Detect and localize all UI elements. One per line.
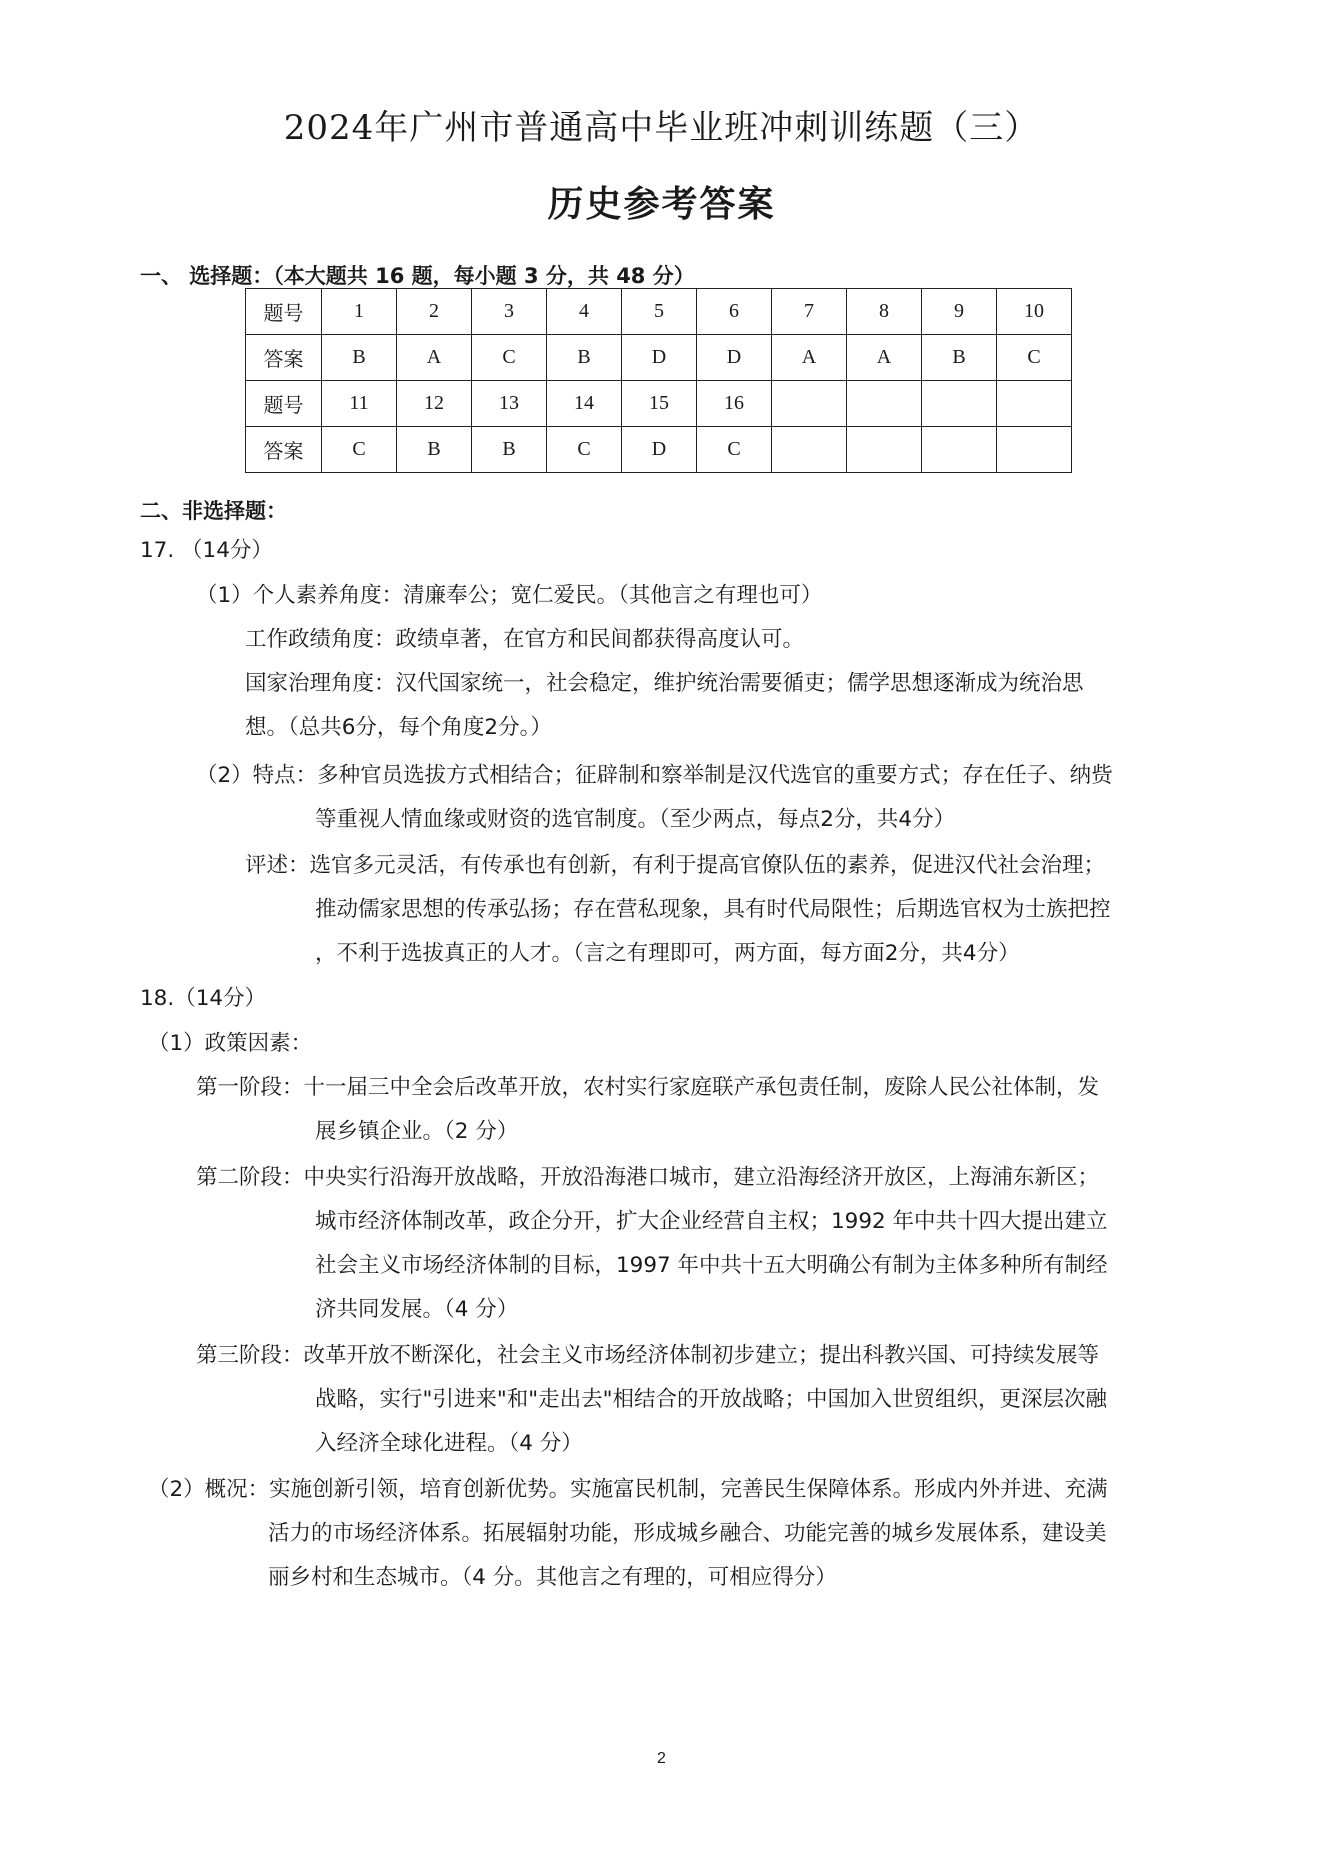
row-header-cell: 题号 <box>246 381 322 427</box>
table-cell: D <box>697 335 772 381</box>
table-cell: 13 <box>472 381 547 427</box>
section-heading-choice: 一、 选择题：（本大题共 16 题，每小题 3 分，共 48 分） <box>140 264 695 288</box>
q18-line: 活力的市场经济体系。拓展辐射功能，形成城乡融合、功能完善的城乡发展体系，建设美 <box>268 1521 1107 1546</box>
section-heading-nonchoice: 二、非选择题： <box>140 499 287 523</box>
table-cell: 15 <box>622 381 697 427</box>
q18-line: 入经济全球化进程。（4 分） <box>315 1431 583 1456</box>
table-cell: 4 <box>547 289 622 335</box>
q18-line: 丽乡村和生态城市。（4 分。其他言之有理的，可相应得分） <box>268 1565 837 1590</box>
document-subtitle: 历史参考答案 <box>547 184 776 225</box>
table-cell: 16 <box>697 381 772 427</box>
q17-line: 评述：选官多元灵活，有传承也有创新，有利于提高官僚队伍的素养，促进汉代社会治理； <box>245 853 1106 878</box>
q18-line: 展乡镇企业。（2 分） <box>315 1119 519 1144</box>
table-cell <box>772 381 847 427</box>
table-cell <box>922 381 997 427</box>
table-cell: B <box>472 427 547 473</box>
table-cell: 9 <box>922 289 997 335</box>
q17-line: 想。（总共6分，每个角度2分。） <box>245 715 552 740</box>
table-row <box>246 289 1072 335</box>
table-cell: C <box>322 427 397 473</box>
q17-line: （1）个人素养角度：清廉奉公；宽仁爱民。（其他言之有理也可） <box>196 583 823 608</box>
table-cell: B <box>322 335 397 381</box>
q18-line: 第三阶段：改革开放不断深化，社会主义市场经济体制初步建立；提出科教兴国、可持续发展等 <box>196 1343 1100 1368</box>
table-cell: C <box>697 427 772 473</box>
table-cell: A <box>847 335 922 381</box>
q17-line: 推动儒家思想的传承弘扬；存在营私现象，具有时代局限性；后期选官权为士族把控 <box>315 897 1111 922</box>
table-cell: A <box>397 335 472 381</box>
answer-table <box>245 288 1072 473</box>
q17-line: 等重视人情血缘或财资的选官制度。（至少两点，每点2分，共4分） <box>315 807 956 832</box>
table-cell: D <box>622 427 697 473</box>
q17-line: 工作政绩角度：政绩卓著，在官方和民间都获得高度认可。 <box>245 627 805 652</box>
table-cell <box>997 381 1072 427</box>
table-cell <box>772 427 847 473</box>
table-cell <box>847 381 922 427</box>
q18-line: 战略，实行"引进来"和"走出去"相结合的开放战略；中国加入世贸组织，更深层次融 <box>315 1387 1108 1412</box>
table-cell: 3 <box>472 289 547 335</box>
q18-line: 第一阶段：十一届三中全会后改革开放，农村实行家庭联产承包责任制，废除人民公社体制，发 <box>196 1075 1100 1100</box>
table-cell: 12 <box>397 381 472 427</box>
table-cell <box>997 427 1072 473</box>
q18-header: 18.（14分） <box>140 986 267 1011</box>
table-cell: C <box>547 427 622 473</box>
table-cell: 8 <box>847 289 922 335</box>
table-cell: 2 <box>397 289 472 335</box>
document-title: 2024年广州市普通高中毕业班冲刺训练题（三） <box>283 108 1040 148</box>
table-cell: C <box>997 335 1072 381</box>
table-cell: 6 <box>697 289 772 335</box>
q18-line: （1）政策因素： <box>148 1031 313 1056</box>
table-cell: C <box>472 335 547 381</box>
q17-line: ，不利于选拔真正的人才。（言之有理即可，两方面，每方面2分，共4分） <box>315 941 1020 966</box>
table-row <box>246 427 1072 473</box>
q17-line: 国家治理角度：汉代国家统一，社会稳定，维护统治需要循吏；儒学思想逐渐成为统治思 <box>245 671 1084 696</box>
table-cell: A <box>772 335 847 381</box>
q17-line: （2）特点：多种官员选拔方式相结合；征辟制和察举制是汉代选官的重要方式；存在任子、纳赀 <box>196 763 1113 788</box>
row-header-cell: 答案 <box>246 335 322 381</box>
table-cell: 11 <box>322 381 397 427</box>
table-cell: B <box>547 335 622 381</box>
q18-line: 济共同发展。（4 分） <box>315 1297 519 1322</box>
table-cell: D <box>622 335 697 381</box>
table-cell <box>847 427 922 473</box>
q18-line: 城市经济体制改革，政企分开，扩大企业经营自主权；1992 年中共十四大提出建立 <box>315 1209 1108 1234</box>
table-row <box>246 381 1072 427</box>
table-cell: B <box>397 427 472 473</box>
table-cell <box>922 427 997 473</box>
table-cell: 14 <box>547 381 622 427</box>
table-cell: 7 <box>772 289 847 335</box>
table-cell: 5 <box>622 289 697 335</box>
q18-line: 第二阶段：中央实行沿海开放战略，开放沿海港口城市，建立沿海经济开放区，上海浦东新区； <box>196 1165 1100 1190</box>
q18-line: 社会主义市场经济体制的目标，1997 年中共十五大明确公有制为主体多种所有制经 <box>315 1253 1108 1278</box>
q18-line: （2）概况：实施创新引领，培育创新优势。实施富民机制，完善民生保障体系。形成内外并进、充满 <box>148 1477 1108 1502</box>
q17-header: 17. （14分） <box>140 538 273 563</box>
table-cell: 10 <box>997 289 1072 335</box>
row-header-cell: 题号 <box>246 289 322 335</box>
table-cell: 1 <box>322 289 397 335</box>
row-header-cell: 答案 <box>246 427 322 473</box>
table-row <box>246 335 1072 381</box>
page-number: 2 <box>657 1750 666 1767</box>
table-cell: B <box>922 335 997 381</box>
